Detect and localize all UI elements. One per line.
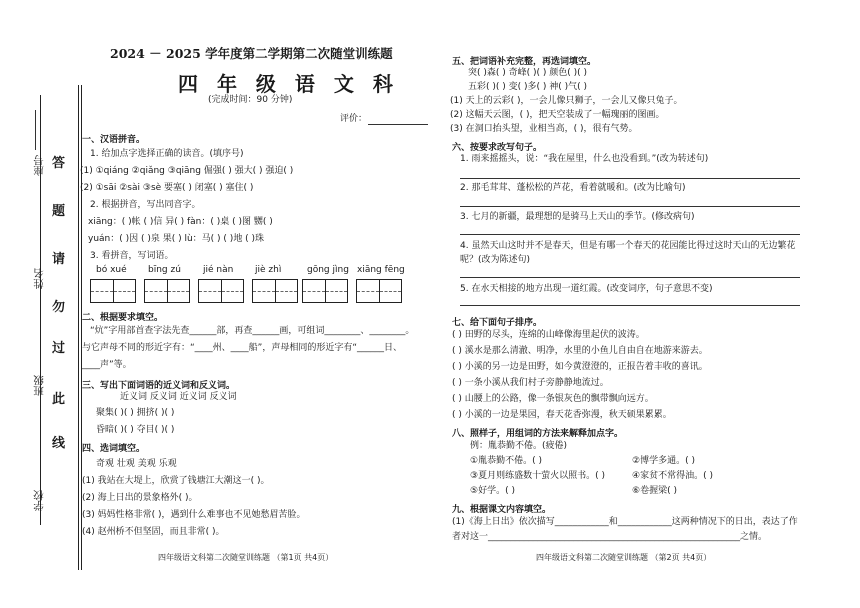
s6-q1-answer-line[interactable] xyxy=(460,178,800,179)
seal-char-5: 过 xyxy=(52,341,66,356)
answer-box-2[interactable] xyxy=(144,279,190,303)
section-9-heading: 九、根据课文内容填空。 xyxy=(452,505,552,515)
s7-item-1: ( ) 田野的尽头，连绵的山峰像海里起伏的波涛。 xyxy=(452,330,645,340)
score-field[interactable] xyxy=(368,124,428,125)
s5-q3: (3) 在洞口抬头望，业相当高，( )，很有气势。 xyxy=(450,124,638,134)
page-1-footer: 四年级语文科第二次随堂训练题 （第1页 共4页） xyxy=(158,553,334,562)
q1-1-prompt: 1. 给加点字选择正确的读音。(填序号) xyxy=(90,149,244,159)
s6-q3-answer-line[interactable] xyxy=(460,234,800,235)
answer-box-5[interactable] xyxy=(302,279,348,303)
answer-box-1[interactable] xyxy=(90,279,136,303)
s6-q2-answer-line[interactable] xyxy=(460,206,800,207)
s7-item-5: ( ) 山腰上的公路，像一条银灰色的飘带飘向远方。 xyxy=(452,394,654,404)
s8-item-3: ③夏月则练盛数十萤火以照书。( ) xyxy=(470,471,605,481)
section-6-heading: 六、按要求改写句子。 xyxy=(452,143,543,153)
time-limit: (完成时间：90 分钟) xyxy=(208,95,293,105)
q1-2-row-2: yuán：( )因 ( )泉 果( ) lù：马( ) ( )地 ( )珠 xyxy=(88,234,265,244)
pinyin-1: bó xué xyxy=(96,265,127,275)
section-3-heading: 三、写出下面词语的近义词和反义词。 xyxy=(82,381,236,391)
s8-item-6: ⑥卷握梁( ) xyxy=(632,486,677,496)
school-label: 学校 xyxy=(33,490,45,511)
section-8-heading: 八、照样子，用组词的方法来解释加点字。 xyxy=(452,429,624,439)
q1-3-prompt: 3. 看拼音，写词语。 xyxy=(90,251,174,261)
class-label: 班级 xyxy=(33,375,45,396)
score-label: 评价： xyxy=(340,114,368,124)
s8-item-1: ①胤恭勤不倦。( ) xyxy=(470,456,542,466)
s8-item-2: ②博学多通。( ) xyxy=(632,456,695,466)
s4-q1: (1) 我站在大堤上，欣赏了钱塘江大潮这一( )。 xyxy=(82,476,270,486)
section-4-heading: 四、选词填空。 xyxy=(82,444,146,454)
seal-char-2: 题 xyxy=(52,204,66,219)
seat-number-label: 座号 xyxy=(33,155,45,176)
seal-char-3: 请 xyxy=(52,252,66,267)
seal-char-7: 线 xyxy=(52,436,66,451)
seal-char-6: 此 xyxy=(52,392,66,407)
name-label: 姓名 xyxy=(33,268,45,289)
s3-headers: 近义词 反义词 近义词 反义词 xyxy=(120,392,237,402)
s6-q4-line-1: 4. 虽然天山这时并不是春天，但是有哪一个春天的花园能比得过这时天山的无边繁花 xyxy=(460,241,796,251)
section-1-heading: 一、汉语拼音。 xyxy=(82,135,146,145)
seal-char-1: 答 xyxy=(52,156,66,171)
s3-row-2: 昏暗( )( ) 夺目( )( ) xyxy=(96,425,175,435)
s2-line-3: ____声”等。 xyxy=(82,360,132,370)
s2-line-1: “炕”字用部首查字法先查______部，再查______画，可组词________、________。 xyxy=(90,326,415,336)
pinyin-2: bīng zú xyxy=(148,265,181,275)
pinyin-6: xiāng fēng xyxy=(357,265,405,275)
q1-1-row-1: (1) ①qiáng ②qiǎng ③qiāng 倔强( ) 强大( ) 强迫( ) xyxy=(80,166,294,176)
section-7-heading: 七、给下面句子排序。 xyxy=(452,318,543,328)
q1-1-row-2: (2) ①sāi ②sài ③sè 要塞( ) 闭塞( ) 塞住( ) xyxy=(80,183,254,193)
binding-line-inner xyxy=(78,85,79,570)
answer-box-3[interactable] xyxy=(198,279,244,303)
s5-q2: (2) 这幅天云图，( )，把天空装成了一幅瑰丽的图画。 xyxy=(450,110,665,120)
pinyin-5: gōng jìng xyxy=(307,265,349,275)
page-2-footer: 四年级语文科第二次随堂训练题 （第2页 共4页） xyxy=(536,553,712,562)
s9-line-2: 者对这一________________________________________________________之情。 xyxy=(452,532,768,542)
pinyin-3: jié nàn xyxy=(203,265,234,275)
s6-q5: 5. 在水天相接的地方出现一道红霞。(改变词序，句子意思不变) xyxy=(460,284,713,294)
s7-item-3: ( ) 小溪的另一边是田野，如今黄澄澄的，正报告着丰收的喜讯。 xyxy=(452,362,708,372)
pinyin-4: jiè zhì xyxy=(255,265,282,275)
s3-row-1: 聚集( )( ) 拥挤( )( ) xyxy=(96,408,175,418)
s6-q5-answer-line[interactable] xyxy=(460,305,800,306)
s8-item-4: ④家贫不常得油。( ) xyxy=(632,471,713,481)
s7-item-2: ( ) 溪水是那么清澈、明净，水里的小鱼儿自由自在地游来游去。 xyxy=(452,346,708,356)
s8-example: 例：胤恭勤不倦。(疲倦) xyxy=(470,441,568,451)
s2-line-2: 与它声母不同的形近字有：“____州、____船”，声母相同的形近字有“______日、 xyxy=(82,343,402,353)
section-2-heading: 二、根据要求填空。 xyxy=(82,313,164,323)
q1-2-prompt: 2. 根据拼音，写出同音字。 xyxy=(90,200,201,210)
s4-q4: (4) 赵州桥不但坚固，而且非常( )。 xyxy=(82,527,225,537)
s6-q1: 1. 雨来摇摇头，说：“我在屋里，什么也没看到。”(改为转述句) xyxy=(460,154,709,164)
s4-q2: (2) 海上日出的景象格外( )。 xyxy=(82,493,198,503)
s4-word-bank: 奇观 壮观 美观 乐观 xyxy=(96,459,177,469)
s5-row-2: 五彩( )( ) 变( )多( ) 神( )气( ) xyxy=(468,82,588,92)
s8-item-5: ⑤好学。( ) xyxy=(470,486,515,496)
s5-q1: (1) 天上的云彩( )，一会儿像只狮子，一会儿又像只兔子。 xyxy=(450,96,683,106)
seal-char-4: 勿 xyxy=(52,300,66,315)
answer-box-6[interactable] xyxy=(356,279,402,303)
subject-title: 四 年 级 语 文 科 xyxy=(178,72,399,96)
exam-title: 2024 － 2025 学年度第二学期第二次随堂训练题 xyxy=(110,46,393,61)
answer-box-4[interactable] xyxy=(252,279,298,303)
s7-item-6: ( ) 小溪的一边是果园，春天花香弥漫，秋天硕果累累。 xyxy=(452,410,672,420)
q1-2-row-1: xiāng：( )帐 ( )信 异( ) fàn：( )桌 ( )图 嬲( ) xyxy=(88,217,273,227)
section-5-heading: 五、把词语补充完整，再选词填空。 xyxy=(452,57,597,67)
s5-row-1: 突( )森( ) 奇峰( )( ) 颜色( )( ) xyxy=(468,68,588,78)
seat-number-line xyxy=(35,110,37,150)
s6-q2: 2. 那毛茸茸、蓬松松的芦花，看着就暖和。(改为比喻句) xyxy=(460,183,686,193)
s9-line-1: (1)《海上日出》依次描写____________和____________这两种情况下的日出，表达了作 xyxy=(452,517,798,527)
s6-q4-line-2: 呢？(改为陈述句) xyxy=(460,255,531,265)
s6-q4-answer-line[interactable] xyxy=(460,277,800,278)
s4-q3: (3) 妈妈性格非常( )，遇到什么难事也不见她愁眉苦脸。 xyxy=(82,510,306,520)
s6-q3: 3. 七月的新疆，最理想的是骑马上天山的季节。(修改病句) xyxy=(460,212,695,222)
s7-item-4: ( ) 一条小溪从我们村子旁静静地流过。 xyxy=(452,378,609,388)
